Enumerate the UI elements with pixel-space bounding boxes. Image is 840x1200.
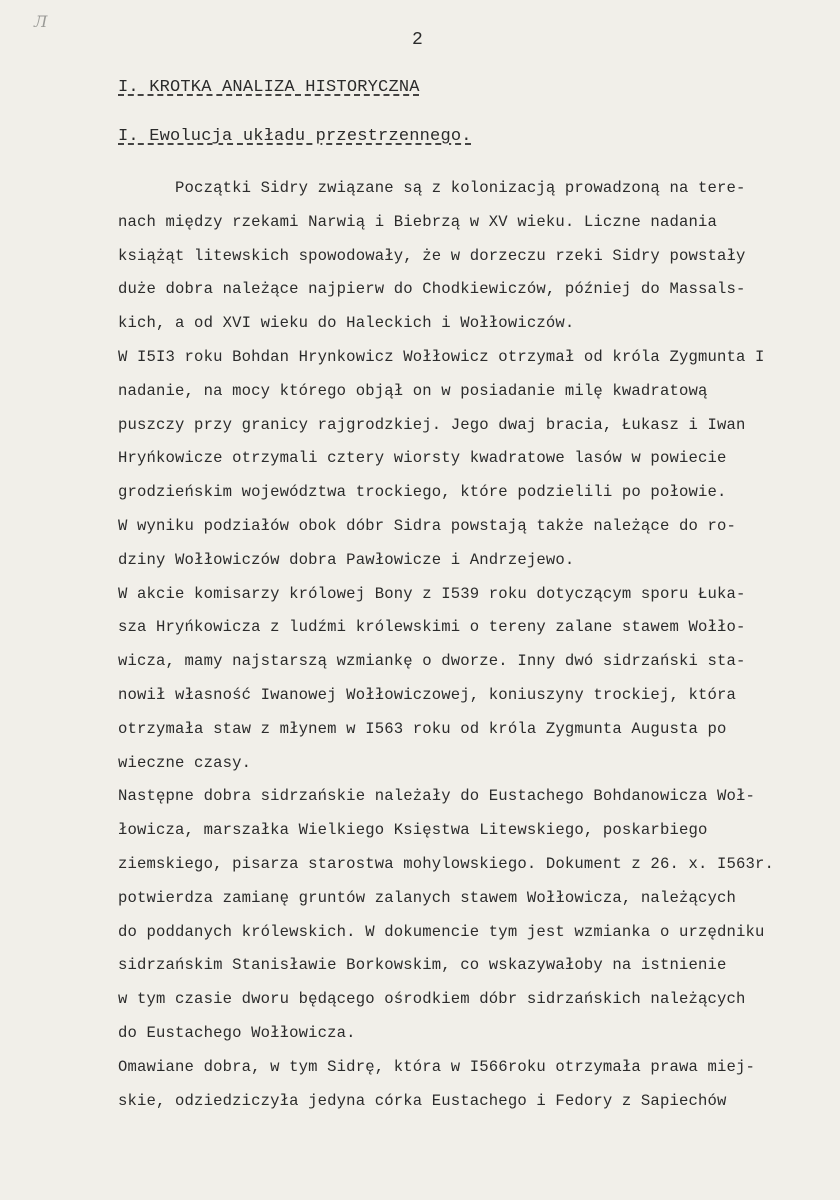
text-line: kich, a od XVI wieku do Haleckich i Wołłowiczów.	[118, 314, 575, 333]
text-line: do Eustachego Wołłowicza.	[118, 1023, 356, 1042]
text-line: Początki Sidry związane są z kolonizacją prowadzoną na tere-	[118, 179, 746, 197]
text-line: W wyniku podziałów obok dóbr Sidra powstają także należące do ro-	[118, 516, 737, 535]
text-line: wicza, mamy najstarszą wzmiankę o dworze. Inny dwó sidrzański sta-	[118, 652, 746, 671]
section-heading: I. KROTKA ANALIZA HISTORYCZNA	[118, 78, 420, 97]
text-line: w tym czasie dworu będącego ośrodkiem dóbr sidrzańskich należących	[118, 990, 746, 1009]
text-line: nadanie, na mocy którego objął on w posiadanie milę kwadratową	[118, 381, 708, 400]
text-line: Omawiane dobra, w tym Sidrę, która w I566roku otrzymała prawa miej-	[118, 1057, 756, 1076]
text-line: Hryńkowicze otrzymali cztery wiorsty kwadratowe lasów w powiecie	[118, 449, 727, 468]
margin-handwritten-mark: Л	[34, 12, 48, 31]
page-number: 2	[412, 30, 424, 50]
text-line: łowicza, marszałka Wielkiego Księstwa Litewskiego, poskarbiego	[118, 821, 708, 840]
text-line: grodzieńskim województwa trockiego, które podzielili po połowie.	[118, 483, 727, 502]
text-line: W I5I3 roku Bohdan Hrynkowicz Wołłowicz otrzymał od króla Zygmunta I	[118, 347, 765, 366]
text-line: skie, odziedziczyła jedyna córka Eustachego i Fedory z Sapiechów	[118, 1091, 727, 1110]
text-line: ziemskiego, pisarza starostwa mohylowskiego. Dokument z 26. x. I563r.	[118, 854, 775, 873]
text-line: otrzymała staw z młynem w I563 roku od króla Zygmunta Augusta po	[118, 719, 727, 738]
text-line: W akcie komisarzy królowej Bony z I539 roku dotyczącym sporu Łuka-	[118, 584, 746, 603]
text-line: puszczy przy granicy rajgrodzkiej. Jego dwaj bracia, Łukasz i Iwan	[118, 415, 746, 434]
text-line: Następne dobra sidrzańskie należały do Eustachego Bohdanowicza Woł-	[118, 787, 756, 806]
text-line: sza Hryńkowicza z ludźmi królewskimi o tereny zalane stawem Wołło-	[118, 618, 746, 637]
text-line: nowił własność Iwanowej Wołłowiczowej, koniuszyny trockiej, która	[118, 685, 737, 704]
text-line: dziny Wołłowiczów dobra Pawłowicze i Andrzejewo.	[118, 550, 575, 569]
text-line: do poddanych królewskich. W dokumencie tym jest wzmianka o urzędniku	[118, 922, 765, 941]
text-line: sidrzańskim Stanisławie Borkowskim, co wskazywałoby na istnienie	[118, 956, 727, 975]
body-text	[118, 172, 808, 1118]
text-line: potwierdza zamianę gruntów zalanych stawem Wołłowicza, należących	[118, 888, 737, 907]
text-line: wieczne czasy.	[118, 753, 252, 772]
text-line: duże dobra należące najpierw do Chodkiewiczów, później do Massals-	[118, 280, 746, 299]
subsection-heading: I. Ewolucja układu przestrzennego.	[118, 127, 472, 146]
text-line: nach między rzekami Narwią i Biebrzą w XV wieku. Liczne nadania	[118, 212, 717, 231]
text-line: książąt litewskich spowodowały, że w dorzeczu rzeki Sidry powstały	[118, 246, 746, 265]
